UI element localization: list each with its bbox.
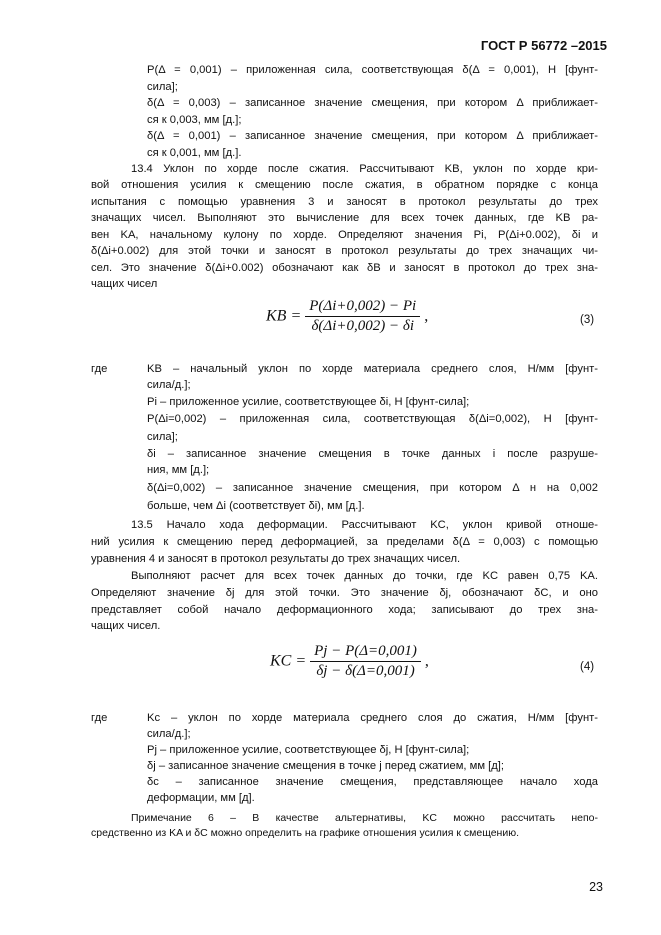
paragraph-line: чащих чисел. bbox=[91, 620, 161, 632]
def-line: δ(Δ = 0,003) – записанное значение смещения, при котором Δ приближает- bbox=[147, 97, 598, 109]
fraction bbox=[310, 643, 421, 680]
def-line: KB – начальный уклон по хорде материала среднего слоя, Н/мм [фунт- bbox=[147, 363, 598, 375]
formula-lhs: KC = bbox=[270, 652, 307, 670]
denominator: δj − δ(Δ=0,001) bbox=[316, 663, 415, 679]
def-line: деформации, мм [д]. bbox=[147, 792, 255, 804]
paragraph-line: вен KA, начальному кулону по хорде. Определяют значения Pi, P(Δi+0.002), δi и bbox=[91, 229, 598, 241]
def-line: сила/д.]; bbox=[147, 728, 191, 740]
def-line: сила]; bbox=[147, 81, 178, 93]
paragraph-line: δ(Δi+0.002) для этой точки и заносят в протокол результаты до трех значащих чи- bbox=[91, 245, 598, 257]
paragraph-line: 13.5 Начало хода деформации. Рассчитывают KC, уклон кривой отноше- bbox=[131, 519, 598, 531]
def-line: Pi – приложенное усилие, соответствующее δi, Н [фунт-сила]; bbox=[147, 396, 470, 408]
def-line: сила]; bbox=[147, 431, 178, 443]
denominator: δ(Δi+0,002) − δi bbox=[311, 318, 415, 334]
def-line: δ(Δ = 0,001) – записанное значение смещения, при котором Δ приближает- bbox=[147, 130, 598, 142]
def-line: δi – записанное значение смещения в точке данных i после разруше- bbox=[147, 448, 598, 460]
paragraph-line: ний усилия к смещению перед деформацией, за пределами δ(Δ = 0,003) с помощью bbox=[91, 536, 598, 548]
def-line: P(Δi=0,002) – приложенная сила, соответствующая δ(Δi=0,002), Н [фунт- bbox=[147, 413, 598, 425]
note-line: средственно из KA и δC можно определить на графике отношения усилия к смещению. bbox=[91, 827, 520, 839]
document-header: ГОСТ Р 56772 –2015 bbox=[480, 38, 607, 53]
where-label: где bbox=[91, 712, 108, 724]
paragraph-line: Определяют значение δj для этой точки. Это значение δj, обозначают δC, и оно bbox=[91, 587, 598, 599]
def-line: δ(Δi=0,002) – записанное значение смещения, при котором Δ н на 0,002 bbox=[147, 482, 598, 494]
paragraph-line: чащих чисел bbox=[91, 278, 158, 290]
def-line: ся к 0,001, мм [д.]. bbox=[147, 147, 242, 159]
numerator: P(Δi+0,002) − Pi bbox=[305, 298, 420, 317]
def-line: больше, чем Δi (соответствует δi), мм [д.]. bbox=[147, 500, 365, 512]
note-line: Примечание 6 – В качестве альтернативы, KC можно рассчитать непо- bbox=[131, 812, 598, 824]
def-line: δc – записанное значение смещения, представляющее начало хода bbox=[147, 776, 598, 788]
equation-number: (4) bbox=[580, 661, 595, 673]
def-line: Kc – уклон по хорде материала среднего слоя до сжатия, Н/мм [фунт- bbox=[147, 712, 598, 724]
fraction bbox=[305, 298, 420, 335]
paragraph-line: 13.4 Уклон по хорде после сжатия. Рассчитывают KB, уклон по хорде кри- bbox=[131, 163, 598, 175]
formula-3: KB = $\frac{P(\Delta i+0,002) - Pi}{\delta(\Delta i+0,002) - \delta i}$ , bbox=[266, 298, 429, 334]
paragraph-line: уравнения 4 и заносят в протокол результаты до трех значащих чисел. bbox=[91, 553, 461, 565]
page-number: 23 bbox=[589, 880, 603, 894]
paragraph-line: представляет собой начало деформационного хода; записывают до трех зна- bbox=[91, 604, 598, 616]
where-label: где bbox=[91, 363, 108, 375]
paragraph-line: Выполняют расчет для всех точек данных до точки, где KC равен 0,75 KA. bbox=[131, 570, 598, 582]
paragraph-line: сел. Это значение δ(Δi+0.002) обозначают как δB и заносят в протокол до трех зна- bbox=[91, 262, 598, 274]
def-line: сила/д.]; bbox=[147, 379, 191, 391]
def-line: ся к 0,003, мм [д.]; bbox=[147, 114, 242, 126]
formula-4: KC = $\frac{Pj - P(\Delta=0,001)}{\delta j - \delta(\Delta=0,001)}$ , bbox=[270, 643, 429, 679]
equation-number: (3) bbox=[580, 314, 595, 326]
def-line: ния, мм [д.]; bbox=[147, 464, 210, 476]
paragraph-line: испытания с помощью уравнения 3 и заносят в протокол результаты до трех bbox=[91, 196, 598, 208]
def-line: P(Δ = 0,001) – приложенная сила, соответствующая δ(Δ = 0,001), Н [фунт- bbox=[147, 64, 598, 76]
def-line: δj – записанное значение смещения в точке j перед сжатием, мм [д]; bbox=[147, 760, 504, 772]
paragraph-line: вой отношения усилия к смещению после сжатия, в обратном порядке с конца bbox=[91, 179, 598, 191]
paragraph-line: значащих чисел. Выполняют это вычисление для всех точек данных, где KB ра- bbox=[91, 212, 598, 224]
def-line: Pj – приложенное усилие, соответствующее δj, Н [фунт-сила]; bbox=[147, 744, 470, 756]
formula-lhs: KB = bbox=[266, 307, 302, 325]
numerator: Pj − P(Δ=0,001) bbox=[310, 643, 421, 662]
